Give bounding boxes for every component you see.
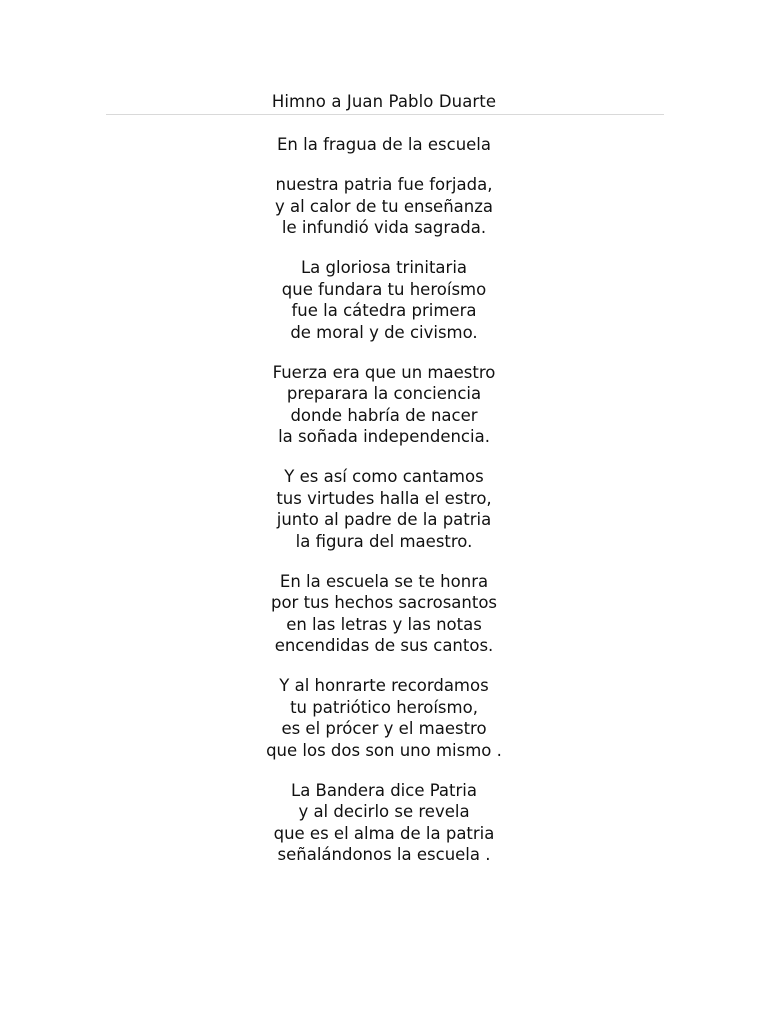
poem-line: la figura del maestro.	[295, 531, 473, 551]
poem-line: que los dos son uno mismo .	[266, 740, 502, 760]
poem-line: y al calor de tu enseñanza	[274, 196, 494, 216]
stanza-3	[0, 257, 768, 343]
poem-line: fue la cátedra primera	[291, 301, 477, 320]
poem-line: tus virtudes halla el estro,	[276, 488, 492, 508]
poem-line: le infundió vida sagrada.	[281, 218, 487, 237]
poem-line: que es el alma de la patria	[273, 823, 495, 843]
poem-line: encendidas de sus cantos.	[274, 636, 494, 655]
poem-line: que fundara tu heroísmo	[281, 279, 487, 299]
stanza-7	[0, 675, 768, 761]
stanza-2	[0, 174, 768, 239]
poem-line: La Bandera dice Patria	[291, 780, 477, 800]
poem-line: La gloriosa trinitaria	[300, 258, 468, 277]
poem-line: Y al honrarte recordamos	[279, 676, 489, 695]
poem-line: y al decirlo se revela	[298, 802, 470, 821]
poem-line: nuestra patria fue forjada,	[275, 175, 493, 194]
poem-line: donde habría de nacer	[290, 405, 478, 425]
poem-line: En la escuela se te honra	[279, 571, 489, 591]
poem-line: tu patriótico heroísmo,	[290, 697, 478, 717]
stanza-4	[0, 362, 768, 448]
title-divider	[106, 114, 664, 115]
poem-line: Y es así como cantamos	[284, 467, 484, 486]
poem-title: Himno a Juan Pablo Duarte	[271, 92, 497, 111]
poem-line: En la fragua de la escuela	[277, 135, 491, 154]
poem-line: de moral y de civismo.	[290, 322, 478, 342]
poem-line: preparara la conciencia	[286, 384, 482, 403]
poem-line: en las letras y las notas	[286, 614, 482, 634]
poem-line: es el prócer y el maestro	[281, 719, 487, 738]
stanza-1	[0, 134, 768, 156]
poem-line: junto al padre de la patria	[276, 510, 492, 529]
poem-line: la soñada independencia.	[278, 427, 490, 446]
stanza-8	[0, 780, 768, 866]
stanza-5	[0, 466, 768, 552]
poem-line: por tus hechos sacrosantos	[270, 593, 498, 612]
poem-line: Fuerza era que un maestro	[272, 362, 496, 382]
poem-line: señalándonos la escuela .	[277, 845, 491, 864]
stanza-6	[0, 571, 768, 657]
poem-body	[0, 134, 768, 866]
